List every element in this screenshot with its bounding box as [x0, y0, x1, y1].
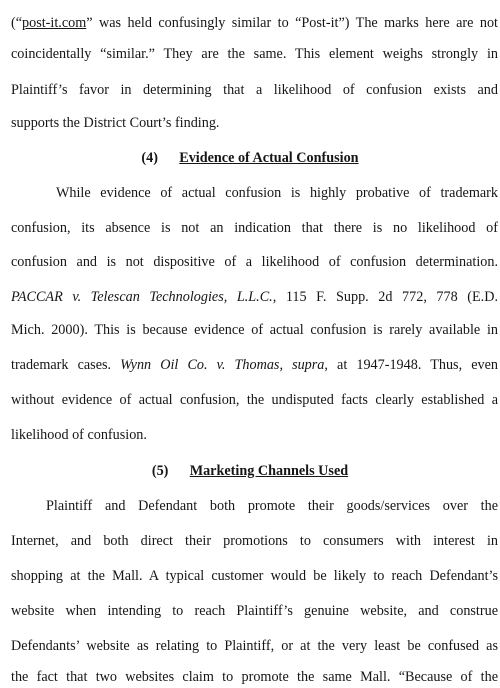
paragraph-line: confusion and is not dispositive of a likelihood of confusion determination.: [11, 254, 498, 270]
text-run: 115 F. Supp. 2d 772, 778 (E.D.: [276, 289, 498, 305]
paragraph-line: [11, 355, 498, 375]
text-run: (“: [11, 15, 23, 31]
paragraph-line: Defendants’ website as relating to Plaintiff, or at the very least be confused as: [11, 638, 498, 654]
paragraph-line: the fact that two websites claim to promote the same Mall. “Because of the: [11, 669, 498, 685]
case-citation: PACCAR v. Telescan Technologies, L.L.C.,: [11, 289, 277, 305]
paragraph-line: Plaintiff and Defendant both promote their goods/services over the: [46, 498, 498, 514]
section-heading: [0, 461, 500, 481]
section-heading: [0, 148, 500, 168]
paragraph-line: While evidence of actual confusion is highly probative of trademark: [56, 185, 498, 201]
text-run: at 1947-1948. Thus, even: [327, 357, 498, 373]
paragraph-line: without evidence of actual confusion, the undisputed facts clearly established a: [11, 392, 498, 408]
section-title: Evidence of Actual Confusion: [179, 150, 359, 166]
paragraph-line: likelihood of confusion.: [11, 427, 147, 443]
paragraph-line: Plaintiff’s favor in determining that a likelihood of confusion exists and: [11, 82, 498, 98]
paragraph-line: supports the District Court’s finding.: [11, 115, 220, 131]
paragraph-line: shopping at the Mall. A typical customer would be likely to reach Defendant’s: [11, 568, 498, 584]
paragraph-line: [11, 13, 498, 33]
text-run: ” was held confusingly similar to “Post-it”) The marks here are not: [86, 15, 498, 31]
paragraph-line: Mich. 2000). This is because evidence of actual confusion is rarely available in: [11, 322, 498, 338]
section-number: (5): [151, 463, 169, 479]
paragraph-line: coincidentally “similar.” They are the same. This element weighs strongly in: [11, 46, 498, 62]
section-number: (4): [141, 150, 158, 166]
case-citation: Wynn Oil Co. v. Thomas, supra,: [120, 357, 328, 373]
domain-reference: post-it.com: [22, 15, 87, 31]
paragraph-line: [11, 287, 498, 307]
section-title: Marketing Channels Used: [189, 463, 349, 479]
paragraph-line: confusion, its absence is not an indication that there is no likelihood of: [11, 220, 498, 236]
paragraph-line: Internet, and both direct their promotions to consumers with interest in: [11, 533, 498, 549]
text-run: trademark cases.: [11, 357, 121, 373]
paragraph-line: website when intending to reach Plaintiff’s genuine website, and construe: [11, 603, 498, 619]
